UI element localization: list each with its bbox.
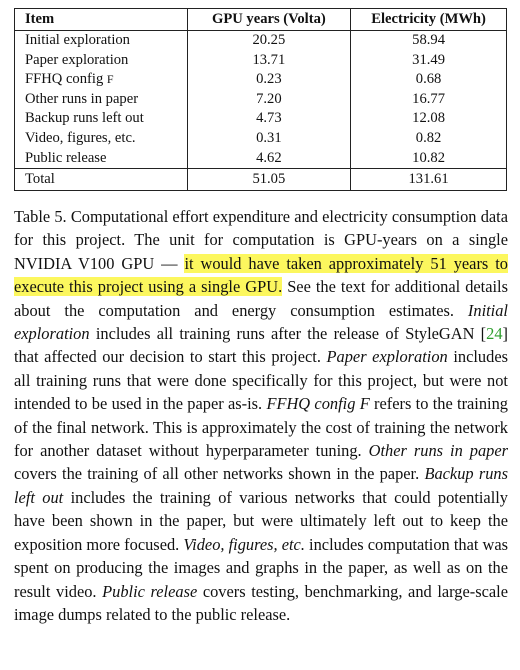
table-caption: [14, 205, 508, 626]
row-electricity: 58.94: [351, 31, 507, 51]
table-row: [15, 129, 507, 149]
row-item: Public release: [15, 149, 188, 169]
caption-text: covers testing, benchmarking, and large-scale image dumps related to the public release.: [14, 581, 508, 624]
row-item-cell: [15, 70, 188, 90]
caption-text: includes all training runs that were done specifically for this project, but were not intended to be used in the paper as-is.: [14, 347, 508, 414]
table-row: [15, 31, 507, 51]
caption-term: Backup runs left out: [14, 464, 508, 507]
caption-term: Other runs in paper: [368, 441, 508, 461]
highlighted-sentence: it would have taken approximately 51 years to execute this project using a single GPU.: [14, 253, 508, 297]
caption-text: ] that affected our decision to start this project.: [14, 324, 508, 367]
row-electricity: 10.82: [351, 149, 507, 169]
caption-text: See the text for additional details about the computation and energy consumption estimates.: [14, 277, 508, 320]
row-gpu-years: 4.62: [187, 149, 351, 169]
row-gpu-years: 7.20: [187, 90, 351, 110]
row-item: Paper exploration: [15, 51, 188, 71]
caption-text: includes all training runs after the release of StyleGAN [: [89, 324, 487, 344]
caption-text: refers to the training of the final network. This is approximately the cost of training the network for another dataset without hyperparameter tuning.: [14, 394, 508, 461]
row-electricity: 16.77: [351, 90, 507, 110]
caption-text: includes the training of various networks that could potentially have been shown in the paper, but were ultimately left out to keep the exposition more focused.: [14, 487, 509, 554]
row-item: Initial exploration: [15, 31, 188, 51]
row-gpu-years: 0.31: [187, 129, 351, 149]
caption-term: Initial exploration: [14, 300, 508, 344]
caption-term: Public release: [102, 581, 198, 601]
caption-term: Video, figures, etc.: [183, 534, 305, 554]
row-gpu-years: 0.23: [187, 70, 351, 90]
total-electricity: 131.61: [351, 169, 507, 191]
row-gpu-years: 13.71: [187, 51, 351, 71]
header-item: Item: [15, 9, 188, 31]
row-gpu-years: 20.25: [187, 31, 351, 51]
table-row: [15, 149, 507, 169]
table-row: [15, 51, 507, 71]
total-label: Total: [15, 169, 188, 191]
table-row: [15, 70, 507, 90]
caption-term: FFHQ config F: [266, 394, 370, 414]
row-item: Video, figures, etc.: [15, 129, 188, 149]
caption-text: covers the training of all other networks shown in the paper.: [14, 464, 425, 484]
row-gpu-years: 4.73: [187, 109, 351, 129]
table-row: [15, 109, 507, 129]
row-electricity: 0.68: [351, 70, 507, 90]
header-electricity: Electricity (MWh): [351, 9, 507, 31]
caption-text: Table 5. Computational effort expenditure and electricity consumption data for this project. The unit for computation is GPU-years on a single NVIDIA V100 GPU —: [14, 207, 508, 273]
caption-text: includes computation that was spent on producing the images and graphs in the paper, as well as on the result video.: [14, 534, 508, 601]
row-electricity: 12.08: [351, 109, 507, 129]
row-item: FFHQ config: [25, 71, 104, 88]
row-electricity: 0.82: [351, 129, 507, 149]
compute-table: [14, 8, 507, 191]
row-item: Other runs in paper: [15, 90, 188, 110]
caption-paragraph: [14, 205, 508, 626]
table-row: [15, 90, 507, 110]
row-item: Backup runs left out: [15, 109, 188, 129]
table-total-row: [15, 169, 507, 191]
compute-table-container: [14, 8, 507, 191]
header-gpu-years: GPU years (Volta): [187, 9, 351, 31]
caption-term: Paper exploration: [326, 347, 448, 367]
row-electricity: 31.49: [351, 51, 507, 71]
row-item-config-letter: F: [106, 72, 114, 87]
table-header-row: [15, 9, 507, 31]
citation-link[interactable]: 24: [486, 324, 503, 344]
total-gpu-years: 51.05: [187, 169, 351, 191]
